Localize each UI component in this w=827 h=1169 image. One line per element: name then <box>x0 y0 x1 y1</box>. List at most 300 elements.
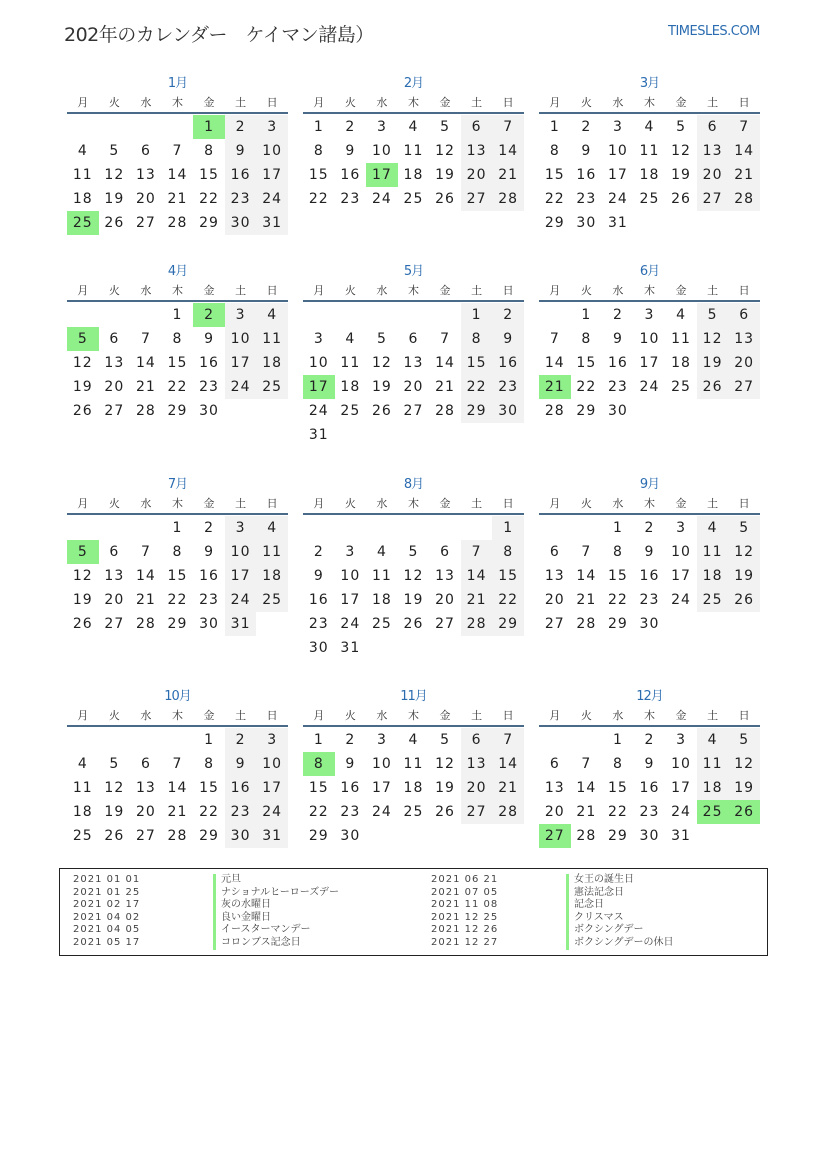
day-cell: 23 <box>225 800 257 824</box>
holiday-day-cell: 5 <box>67 327 99 351</box>
day-cell: 20 <box>104 592 125 608</box>
day-cell: 31 <box>340 640 361 656</box>
month-name: 10月 <box>164 689 191 704</box>
day-cell: 28 <box>167 215 188 231</box>
month-name: 2月 <box>403 76 424 91</box>
day-cell: 13 <box>697 139 729 163</box>
weekday-label: 日 <box>502 709 514 722</box>
day-cell: 14 <box>492 139 524 163</box>
day-cell: 22 <box>308 804 329 820</box>
day-cell: 11 <box>697 540 729 564</box>
holiday-name: クリスマス <box>566 912 624 925</box>
day-cell: 1 <box>204 732 214 748</box>
weekday-label: 土 <box>707 497 719 510</box>
day-grid <box>539 728 760 848</box>
day-cell: 28 <box>728 187 760 211</box>
day-cell: 16 <box>225 776 257 800</box>
day-cell: 29 <box>607 828 628 844</box>
day-cell: 2 <box>581 119 592 135</box>
weekday-label: 金 <box>203 96 215 109</box>
day-cell: 20 <box>697 163 729 187</box>
weekday-header <box>539 95 760 114</box>
day-cell: 6 <box>549 756 560 772</box>
day-cell: 21 <box>576 804 597 820</box>
day-cell: 15 <box>607 780 628 796</box>
day-cell: 21 <box>492 776 524 800</box>
weekday-label: 月 <box>549 96 561 109</box>
day-cell: 10 <box>607 143 628 159</box>
day-cell: 4 <box>256 516 288 540</box>
weekday-header <box>303 95 524 114</box>
day-cell: 16 <box>308 592 329 608</box>
day-cell: 24 <box>256 800 288 824</box>
day-cell: 22 <box>607 592 628 608</box>
day-cell: 4 <box>256 303 288 327</box>
day-cell: 15 <box>492 564 524 588</box>
month-name: 7月 <box>167 477 188 492</box>
day-cell: 3 <box>676 732 686 748</box>
day-cell: 16 <box>225 163 257 187</box>
day-cell: 24 <box>308 403 329 419</box>
day-cell: 29 <box>492 612 524 636</box>
weekday-label: 土 <box>471 709 483 722</box>
weekday-label: 土 <box>707 709 719 722</box>
day-cell: 27 <box>544 616 565 632</box>
day-cell: 3 <box>225 516 257 540</box>
day-cell: 22 <box>167 592 188 608</box>
day-grid <box>539 115 760 235</box>
day-cell: 29 <box>199 215 219 231</box>
day-cell: 29 <box>167 403 188 419</box>
day-cell: 20 <box>461 776 493 800</box>
weekday-label: 日 <box>502 284 514 297</box>
month-calendar <box>539 261 760 423</box>
day-cell: 2 <box>313 544 324 560</box>
day-cell: 20 <box>544 804 565 820</box>
day-cell: 14 <box>135 568 156 584</box>
day-cell: 12 <box>728 540 760 564</box>
day-cell: 26 <box>104 828 125 844</box>
day-cell: 10 <box>371 756 392 772</box>
weekday-label: 日 <box>266 497 278 510</box>
empty-cell <box>303 516 335 540</box>
day-cell: 16 <box>639 568 660 584</box>
day-cell: 6 <box>549 544 560 560</box>
weekday-label: 金 <box>675 96 687 109</box>
day-cell: 25 <box>403 804 424 820</box>
weekday-label: 日 <box>266 284 278 297</box>
month-calendar <box>67 686 288 848</box>
day-cell: 10 <box>371 143 392 159</box>
weekday-label: 金 <box>203 497 215 510</box>
day-cell: 15 <box>308 780 329 796</box>
day-cell: 30 <box>492 399 524 423</box>
day-cell: 12 <box>403 568 424 584</box>
empty-cell <box>99 728 131 752</box>
day-cell: 1 <box>492 516 524 540</box>
day-cell: 14 <box>167 167 188 183</box>
day-cell: 24 <box>639 379 660 395</box>
day-cell: 22 <box>544 191 565 207</box>
day-cell: 1 <box>313 119 324 135</box>
day-cell: 11 <box>639 143 660 159</box>
day-cell: 28 <box>135 403 156 419</box>
day-cell: 30 <box>308 640 329 656</box>
day-cell: 17 <box>671 568 691 584</box>
holiday-date: 2021 01 25 <box>73 886 141 898</box>
day-cell: 12 <box>697 327 729 351</box>
weekday-label: 月 <box>77 284 89 297</box>
day-cell: 14 <box>544 355 565 371</box>
weekday-label: 金 <box>439 96 451 109</box>
day-cell: 13 <box>728 327 760 351</box>
day-cell: 31 <box>225 612 257 636</box>
day-cell: 20 <box>461 163 493 187</box>
holiday-date: 2021 04 05 <box>73 924 141 936</box>
weekday-label: 土 <box>707 284 719 297</box>
empty-cell <box>398 303 430 327</box>
day-cell: 23 <box>639 592 660 608</box>
day-cell: 11 <box>671 331 691 347</box>
day-cell: 10 <box>639 331 660 347</box>
day-cell: 30 <box>225 211 257 235</box>
month-name: 4月 <box>167 264 188 279</box>
day-cell: 21 <box>435 379 455 395</box>
weekday-label: 日 <box>738 284 750 297</box>
month-name: 9月 <box>639 477 660 492</box>
day-cell: 29 <box>576 403 597 419</box>
day-cell: 23 <box>340 191 361 207</box>
day-cell: 11 <box>72 780 93 796</box>
day-cell: 31 <box>256 824 288 848</box>
day-cell: 28 <box>492 800 524 824</box>
weekday-label: 火 <box>108 709 120 722</box>
day-cell: 28 <box>135 616 156 632</box>
day-cell: 2 <box>345 732 356 748</box>
day-cell: 22 <box>492 588 524 612</box>
weekday-header <box>303 496 524 515</box>
day-cell: 9 <box>644 544 655 560</box>
holiday-date: 2021 01 01 <box>73 874 141 885</box>
weekday-label: 土 <box>235 96 247 109</box>
day-cell: 18 <box>340 379 361 395</box>
holiday-day-cell: 25 <box>697 800 729 824</box>
day-cell: 13 <box>544 568 565 584</box>
day-cell: 12 <box>371 355 392 371</box>
day-cell: 21 <box>492 163 524 187</box>
weekday-label: 土 <box>235 284 247 297</box>
day-cell: 8 <box>172 544 183 560</box>
weekday-label: 火 <box>108 96 120 109</box>
day-cell: 19 <box>728 776 760 800</box>
day-cell: 19 <box>371 379 392 395</box>
day-cell: 25 <box>697 588 729 612</box>
day-cell: 10 <box>225 540 257 564</box>
day-cell: 6 <box>697 115 729 139</box>
day-cell: 21 <box>135 379 156 395</box>
day-cell: 22 <box>199 191 219 207</box>
holiday-name: 憲法記念日 <box>566 887 624 900</box>
day-cell: 3 <box>256 728 288 752</box>
day-cell: 18 <box>697 776 729 800</box>
empty-cell <box>539 516 571 540</box>
holiday-day-cell: 25 <box>67 211 99 235</box>
day-cell: 11 <box>403 143 424 159</box>
day-cell: 4 <box>644 119 655 135</box>
weekday-header <box>67 708 288 727</box>
month-name: 1月 <box>167 76 188 91</box>
day-cell: 2 <box>204 520 214 536</box>
empty-cell <box>162 115 194 139</box>
weekday-header <box>539 496 760 515</box>
day-cell: 7 <box>140 544 151 560</box>
day-cell: 1 <box>612 732 623 748</box>
holiday-date: 2021 04 02 <box>73 911 141 923</box>
weekday-label: 木 <box>407 709 419 722</box>
day-cell: 12 <box>435 756 455 772</box>
day-cell: 27 <box>135 828 156 844</box>
day-cell: 11 <box>72 167 93 183</box>
day-cell: 16 <box>639 780 660 796</box>
day-cell: 15 <box>167 568 188 584</box>
day-cell: 9 <box>204 544 214 560</box>
day-cell: 28 <box>544 403 565 419</box>
empty-cell <box>99 115 131 139</box>
day-cell: 30 <box>607 403 628 419</box>
holiday-date: 2021 12 26 <box>431 924 499 936</box>
day-cell: 8 <box>461 327 493 351</box>
holiday-name: ボクシングデー <box>566 924 644 937</box>
day-cell: 7 <box>492 728 524 752</box>
day-cell: 7 <box>140 331 151 347</box>
day-cell: 13 <box>403 355 424 371</box>
day-cell: 11 <box>371 568 392 584</box>
day-cell: 12 <box>435 143 455 159</box>
day-cell: 21 <box>461 588 493 612</box>
day-cell: 12 <box>72 568 93 584</box>
day-cell: 18 <box>371 592 392 608</box>
day-cell: 20 <box>435 592 455 608</box>
day-cell: 20 <box>135 804 156 820</box>
month-calendar <box>539 474 760 636</box>
day-cell: 22 <box>199 804 219 820</box>
day-cell: 27 <box>104 616 125 632</box>
day-cell: 10 <box>308 355 329 371</box>
day-cell: 27 <box>728 375 760 399</box>
weekday-label: 木 <box>643 96 655 109</box>
holiday-name: イースターマンデー <box>213 924 311 937</box>
day-cell: 15 <box>461 351 493 375</box>
day-cell: 25 <box>403 191 424 207</box>
holiday-date: 2021 02 17 <box>73 899 141 911</box>
empty-cell <box>335 516 367 540</box>
day-cell: 10 <box>256 139 288 163</box>
holiday-name: ボクシングデーの休日 <box>566 937 674 950</box>
day-cell: 20 <box>104 379 125 395</box>
day-cell: 4 <box>77 756 88 772</box>
weekday-label: 月 <box>77 96 89 109</box>
day-cell: 25 <box>72 828 93 844</box>
month-name: 8月 <box>403 477 424 492</box>
day-cell: 28 <box>435 403 455 419</box>
day-cell: 2 <box>225 728 257 752</box>
month-calendar <box>303 686 524 848</box>
weekday-label: 火 <box>108 497 120 510</box>
day-cell: 13 <box>104 355 125 371</box>
day-cell: 23 <box>576 191 597 207</box>
month-name: 11月 <box>400 689 427 704</box>
day-grid <box>539 303 760 423</box>
day-cell: 24 <box>607 191 628 207</box>
day-cell: 13 <box>435 568 455 584</box>
empty-cell <box>539 728 571 752</box>
day-cell: 27 <box>403 403 424 419</box>
day-cell: 19 <box>72 592 93 608</box>
day-cell: 26 <box>435 804 455 820</box>
day-cell: 21 <box>728 163 760 187</box>
day-cell: 17 <box>607 167 628 183</box>
weekday-label: 土 <box>235 497 247 510</box>
day-cell: 18 <box>403 167 424 183</box>
month-calendar <box>67 73 288 235</box>
weekday-label: 月 <box>313 96 325 109</box>
day-cell: 8 <box>581 331 592 347</box>
day-cell: 1 <box>313 732 324 748</box>
day-cell: 3 <box>376 119 387 135</box>
day-cell: 16 <box>199 568 219 584</box>
day-cell: 29 <box>461 399 493 423</box>
day-cell: 14 <box>135 355 156 371</box>
day-cell: 28 <box>461 612 493 636</box>
day-cell: 24 <box>671 804 691 820</box>
day-cell: 17 <box>671 780 691 796</box>
day-cell: 16 <box>607 355 628 371</box>
day-cell: 3 <box>345 544 356 560</box>
day-cell: 29 <box>308 828 329 844</box>
weekday-label: 水 <box>376 497 388 510</box>
day-cell: 27 <box>697 187 729 211</box>
month-calendar <box>67 261 288 423</box>
day-cell: 10 <box>225 327 257 351</box>
day-cell: 13 <box>135 780 156 796</box>
day-cell: 9 <box>345 143 356 159</box>
day-cell: 5 <box>408 544 419 560</box>
day-cell: 30 <box>199 616 219 632</box>
day-cell: 9 <box>225 752 257 776</box>
day-cell: 13 <box>544 780 565 796</box>
day-cell: 19 <box>104 804 125 820</box>
weekday-label: 水 <box>376 709 388 722</box>
day-cell: 6 <box>461 728 493 752</box>
day-cell: 10 <box>671 756 691 772</box>
day-cell: 22 <box>167 379 188 395</box>
day-cell: 17 <box>256 776 288 800</box>
day-cell: 3 <box>225 303 257 327</box>
day-cell: 26 <box>697 375 729 399</box>
weekday-label: 金 <box>203 284 215 297</box>
day-cell: 25 <box>639 191 660 207</box>
weekday-label: 水 <box>140 96 152 109</box>
day-cell: 5 <box>697 303 729 327</box>
weekday-label: 月 <box>313 709 325 722</box>
day-cell: 2 <box>644 732 655 748</box>
holiday-name: 女王の誕生日 <box>566 874 634 887</box>
holiday-date: 2021 06 21 <box>431 874 499 885</box>
day-cell: 26 <box>403 616 424 632</box>
day-cell: 5 <box>440 119 450 135</box>
holiday-day-cell: 17 <box>366 163 398 187</box>
day-cell: 18 <box>72 191 93 207</box>
day-cell: 31 <box>671 828 691 844</box>
day-cell: 25 <box>256 588 288 612</box>
day-cell: 24 <box>671 592 691 608</box>
holiday-name: 記念日 <box>566 899 604 912</box>
day-cell: 19 <box>72 379 93 395</box>
day-cell: 22 <box>607 804 628 820</box>
holiday-legend <box>59 868 768 956</box>
day-cell: 4 <box>408 732 419 748</box>
day-cell: 5 <box>109 143 120 159</box>
day-cell: 3 <box>644 307 655 323</box>
day-cell: 30 <box>225 824 257 848</box>
holiday-date: 2021 05 17 <box>73 937 141 948</box>
weekday-label: 火 <box>580 497 592 510</box>
day-cell: 25 <box>671 379 691 395</box>
weekday-label: 月 <box>549 284 561 297</box>
day-cell: 26 <box>435 191 455 207</box>
day-cell: 28 <box>576 828 597 844</box>
weekday-label: 木 <box>643 284 655 297</box>
day-cell: 22 <box>308 191 329 207</box>
day-cell: 25 <box>340 403 361 419</box>
day-cell: 31 <box>308 427 329 443</box>
day-cell: 13 <box>461 752 493 776</box>
weekday-label: 日 <box>738 709 750 722</box>
day-cell: 15 <box>308 167 329 183</box>
day-cell: 28 <box>576 616 597 632</box>
weekday-label: 月 <box>77 709 89 722</box>
day-cell: 15 <box>544 167 565 183</box>
day-cell: 9 <box>581 143 592 159</box>
day-cell: 6 <box>728 303 760 327</box>
weekday-label: 月 <box>549 497 561 510</box>
weekday-label: 水 <box>140 284 152 297</box>
day-cell: 17 <box>639 355 660 371</box>
day-cell: 7 <box>461 540 493 564</box>
day-cell: 27 <box>461 187 493 211</box>
holiday-date: 2021 12 25 <box>431 911 499 923</box>
site-logo: TIMESLES.COM <box>668 24 760 39</box>
day-cell: 23 <box>607 379 628 395</box>
day-cell: 29 <box>544 215 565 231</box>
day-cell: 27 <box>461 800 493 824</box>
day-cell: 6 <box>408 331 419 347</box>
day-cell: 17 <box>256 163 288 187</box>
day-cell: 4 <box>408 119 419 135</box>
day-cell: 18 <box>256 351 288 375</box>
day-cell: 6 <box>140 756 151 772</box>
day-cell: 12 <box>671 143 691 159</box>
day-cell: 18 <box>671 355 691 371</box>
day-cell: 2 <box>225 115 257 139</box>
day-cell: 8 <box>612 756 623 772</box>
day-cell: 21 <box>167 191 188 207</box>
day-cell: 12 <box>728 752 760 776</box>
day-cell: 4 <box>345 331 356 347</box>
empty-cell <box>571 728 603 752</box>
day-cell: 15 <box>199 167 219 183</box>
day-cell: 16 <box>576 167 597 183</box>
